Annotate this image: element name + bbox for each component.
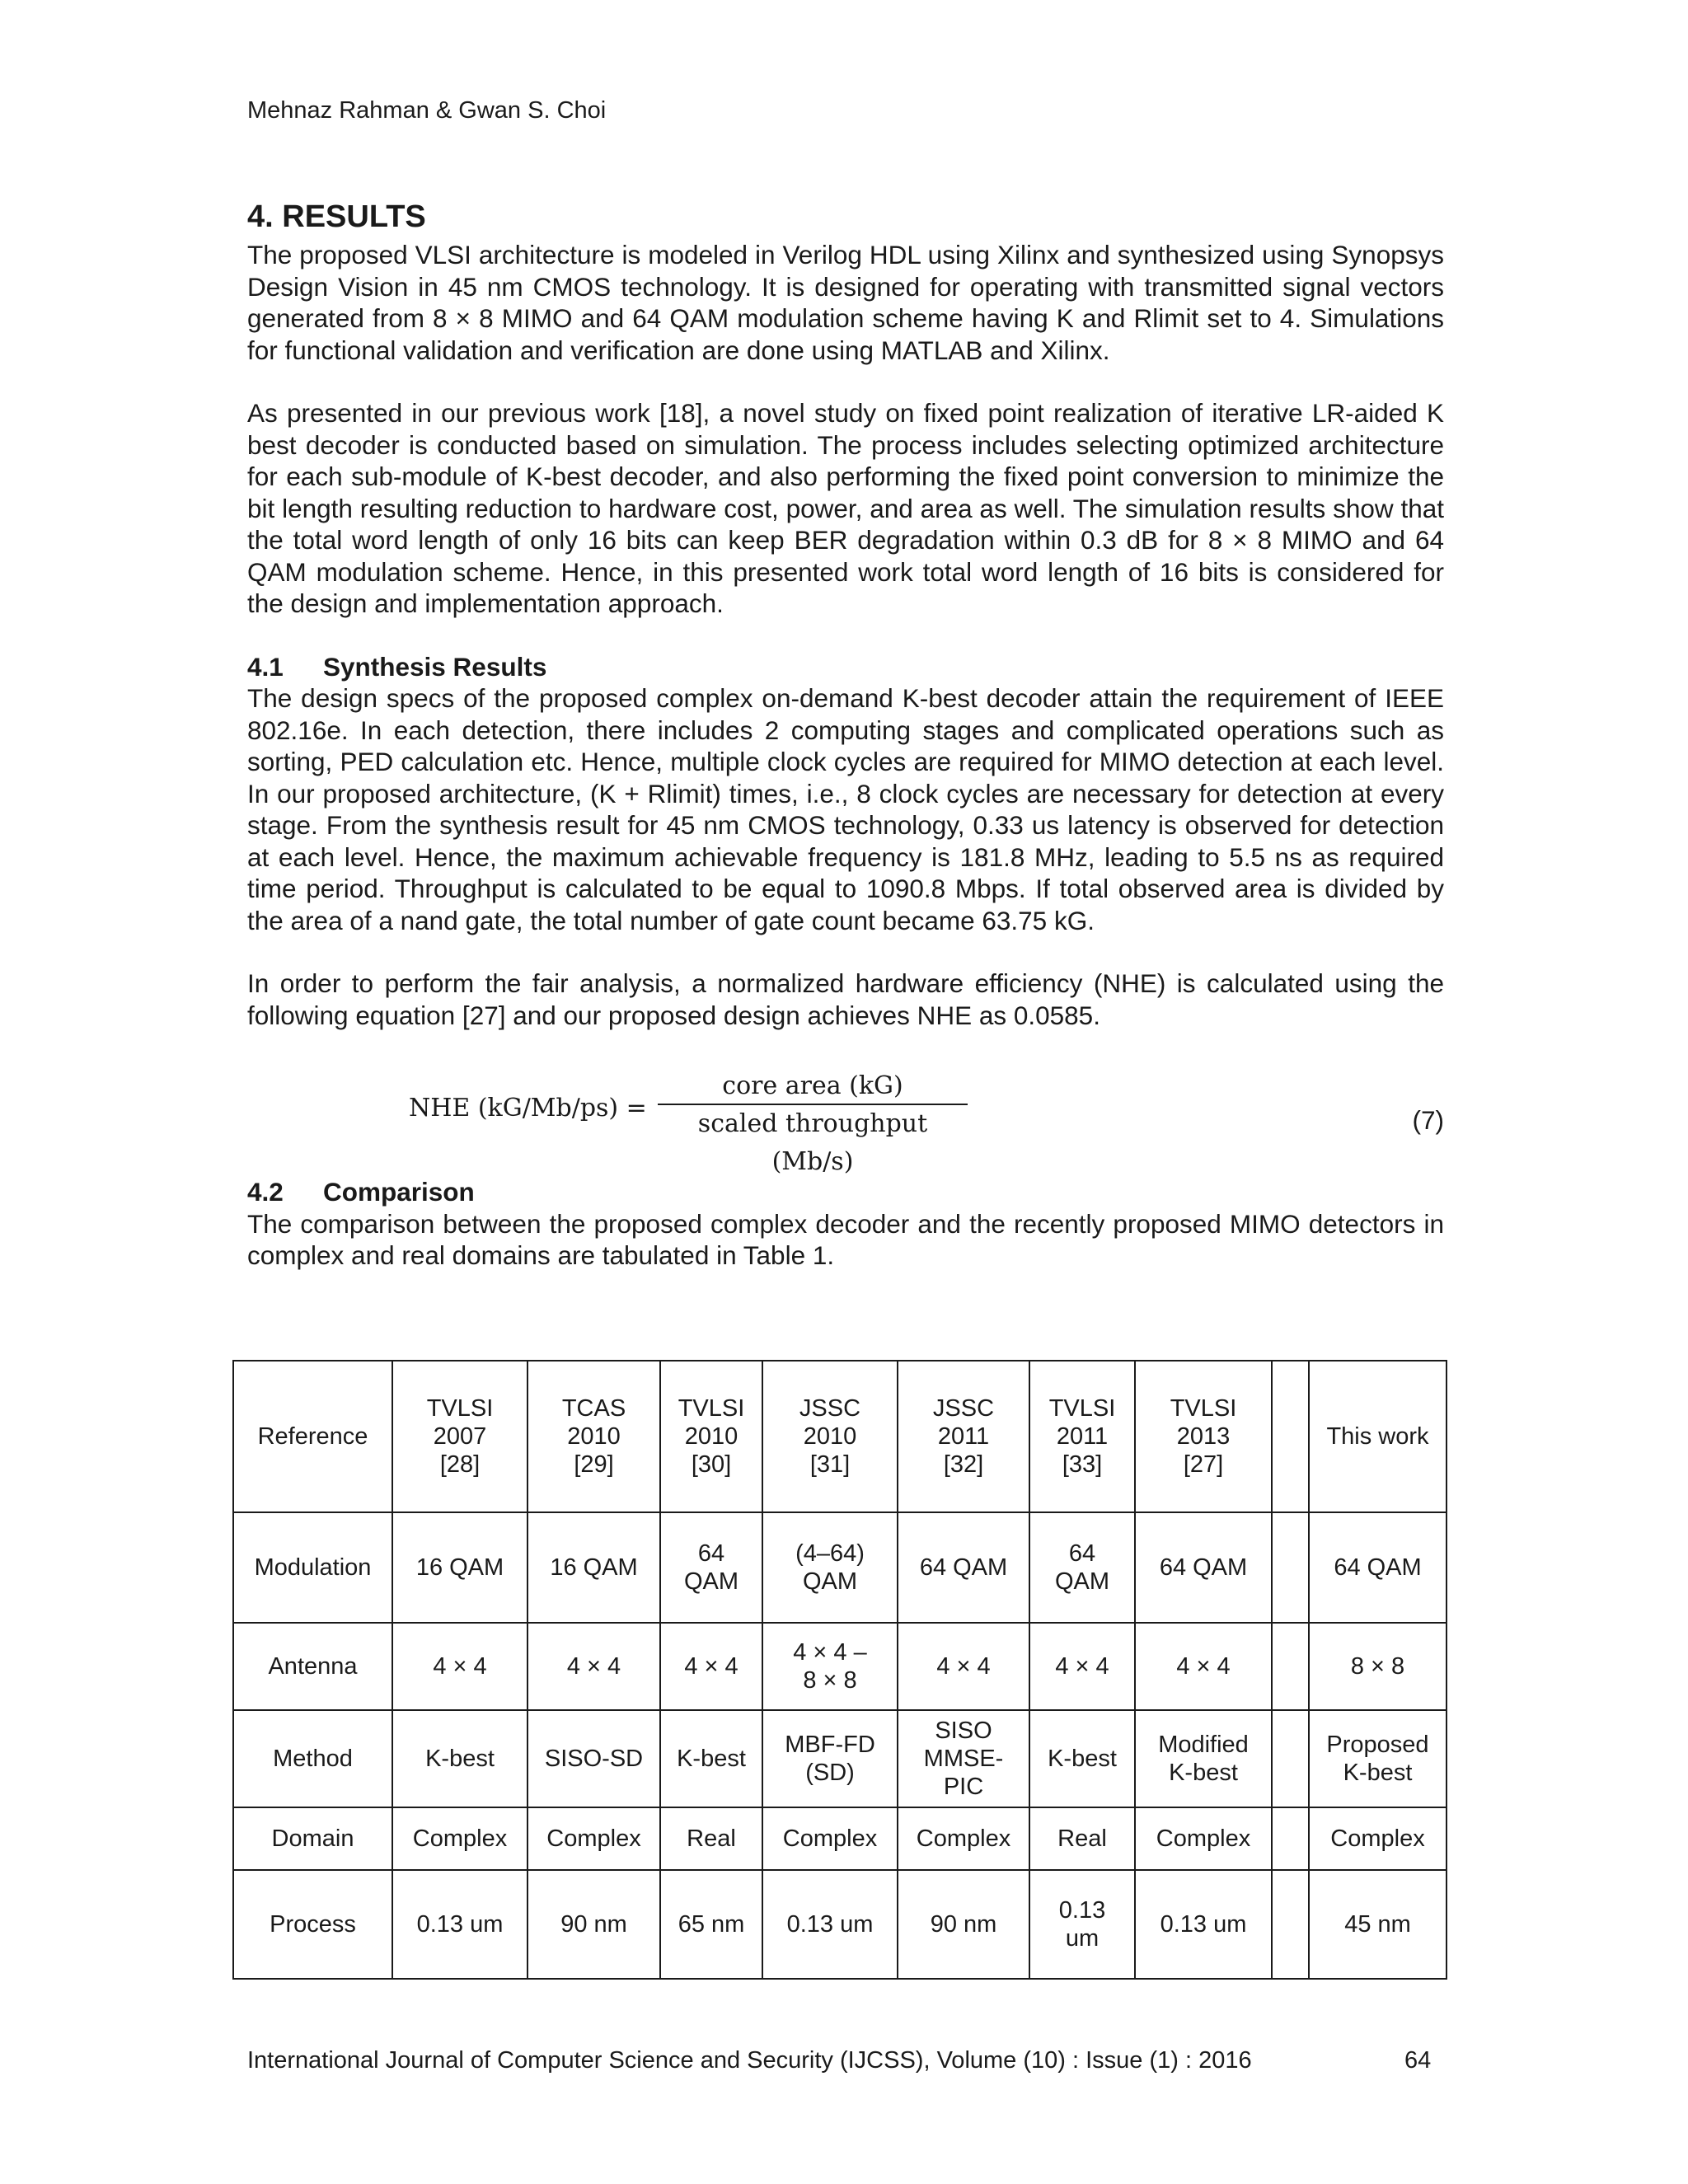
table-cell: 64 QAM: [898, 1512, 1029, 1623]
table-cell: 16 QAM: [528, 1512, 660, 1623]
table-cell: 4 × 4: [392, 1623, 528, 1710]
table-cell: 4 × 4 – 8 × 8: [762, 1623, 898, 1710]
subsection-heading-synthesis: [247, 651, 1444, 683]
table-cell: Real: [660, 1807, 762, 1870]
table-cell: K-best: [392, 1710, 528, 1807]
table-cell: 0.13 um: [762, 1870, 898, 1979]
table-cell: 65 nm: [660, 1870, 762, 1979]
table-cell: Complex: [1135, 1807, 1272, 1870]
table-cell: JSSC 2010 [31]: [762, 1361, 898, 1512]
table-cell: TVLSI 2010 [30]: [660, 1361, 762, 1512]
synthesis-paragraph-1: The design specs of the proposed complex on-demand K-best decoder attain the requirement of IEEE 802.16e. In each detection, there includes 2 computing stages and complicated operations such as sorting, PED calculation etc. Hence, multiple clock cycles are required for MIMO detection at each level. In our proposed architecture, (K + Rlimit) times, i.e., 8 clock cycles are necessary for detection at every stage. From the synthesis result for 45 nm CMOS technology, 0.33 us latency is observed for detection at each level. Hence, the maximum achievable frequency is 181.8 MHz, leading to 5.5 ns as required time period. Throughput is calculated to be equal to 1090.8 Mbps. If total observed area is divided by the area of a nand gate, the total number of gate count became 63.75 kG.: [247, 683, 1444, 935]
table-cell: K-best: [660, 1710, 762, 1807]
table-cell: (4–64) QAM: [762, 1512, 898, 1623]
table-cell: 0.13 um: [1029, 1870, 1135, 1979]
table-cell: 45 nm: [1309, 1870, 1447, 1979]
subsection-number: 4.2: [247, 1177, 284, 1207]
table-cell: TVLSI 2013 [27]: [1135, 1361, 1272, 1512]
equation-fraction: [658, 1069, 968, 1176]
equation-denominator: scaled throughput (Mb/s): [697, 1109, 928, 1176]
table-cell: Complex: [898, 1807, 1029, 1870]
table-cell: 90 nm: [528, 1870, 660, 1979]
table-cell: [1272, 1361, 1309, 1512]
subsection-title: Synthesis Results: [323, 651, 547, 682]
equation-7: [247, 1069, 1444, 1176]
table-cell: Modified K-best: [1135, 1710, 1272, 1807]
table-cell: [1272, 1710, 1309, 1807]
subsection-number: 4.1: [247, 651, 284, 682]
section-title: 4. RESULTS: [247, 199, 426, 234]
table-cell: K-best: [1029, 1710, 1135, 1807]
table-cell: 4 × 4: [660, 1623, 762, 1710]
table-row-domain: [233, 1807, 1447, 1870]
table-row-header: Process: [233, 1870, 392, 1979]
equation-number: (7): [1412, 1105, 1444, 1135]
table-cell: Real: [1029, 1807, 1135, 1870]
table-row-process: [233, 1870, 1447, 1979]
table-cell: [1272, 1623, 1309, 1710]
table-row-header: Reference: [233, 1361, 392, 1512]
table-cell: TVLSI 2011 [33]: [1029, 1361, 1135, 1512]
table-row-header: Antenna: [233, 1623, 392, 1710]
footer-journal: International Journal of Computer Science and Security (IJCSS), Volume (10) : Issue (1) : 2016: [247, 2047, 1252, 2074]
results-paragraph-2: As presented in our previous work [18], a novel study on fixed point realization of iterative LR-aided K best decoder is conducted based on simulation. The process includes selecting optimized architecture for each sub-module of K-best decoder, and also performing the fixed point conversion to minimize the bit length resulting reduction to hardware cost, power, and area as well. The simulation results show that the total word length of only 16 bits can keep BER degradation within 0.3 dB for 8 × 8 MIMO and 64 QAM modulation scheme. Hence, in this presented work total word length of 16 bits is considered for the design and implementation approach.: [247, 398, 1444, 618]
synthesis-paragraph-2: In order to perform the fair analysis, a normalized hardware efficiency (NHE) is calculated using the following equation [27] and our proposed design achieves NHE as 0.0585.: [247, 968, 1444, 1030]
table-cell: 0.13 um: [1135, 1870, 1272, 1979]
table-cell: Complex: [762, 1807, 898, 1870]
table-cell: 8 × 8: [1309, 1623, 1447, 1710]
table-cell: 16 QAM: [392, 1512, 528, 1623]
table-cell: Complex: [392, 1807, 528, 1870]
table-row-header: Modulation: [233, 1512, 392, 1623]
table-cell: JSSC 2011 [32]: [898, 1361, 1029, 1512]
table-cell: This work: [1309, 1361, 1447, 1512]
running-header-author: Mehnaz Rahman & Gwan S. Choi: [247, 97, 607, 124]
equation-lhs: NHE (kG/Mb/ps) =: [409, 1094, 647, 1122]
table-cell: TCAS 2010 [29]: [528, 1361, 660, 1512]
table-cell: MBF-FD (SD): [762, 1710, 898, 1807]
table-row-header: Method: [233, 1710, 392, 1807]
table-cell: [1272, 1870, 1309, 1979]
main-content: [247, 198, 1444, 1272]
table-row-method: [233, 1710, 1447, 1807]
table-cell: Complex: [1309, 1807, 1447, 1870]
table-cell: 64 QAM: [1309, 1512, 1447, 1623]
table-cell: 90 nm: [898, 1870, 1029, 1979]
table-cell: Complex: [528, 1807, 660, 1870]
table-cell: 0.13 um: [392, 1870, 528, 1979]
equation-numerator: core area (kG): [658, 1069, 968, 1105]
table-cell: 4 × 4: [528, 1623, 660, 1710]
table-cell: 4 × 4: [1135, 1623, 1272, 1710]
comparison-table: [232, 1360, 1447, 1980]
table-cell: TVLSI 2007 [28]: [392, 1361, 528, 1512]
table-cell: 64 QAM: [1135, 1512, 1272, 1623]
comparison-table-body: [233, 1361, 1447, 1979]
table-cell: 64 QAM: [660, 1512, 762, 1623]
table-cell: SISO MMSE- PIC: [898, 1710, 1029, 1807]
table-row-antenna: [233, 1623, 1447, 1710]
table-cell: Proposed K-best: [1309, 1710, 1447, 1807]
table-cell: 4 × 4: [898, 1623, 1029, 1710]
page-number: 64: [1404, 2047, 1432, 2074]
subsection-title: Comparison: [323, 1177, 475, 1207]
table-cell: [1272, 1512, 1309, 1623]
table-row-modulation: [233, 1512, 1447, 1623]
table-cell: SISO-SD: [528, 1710, 660, 1807]
table-cell: [1272, 1807, 1309, 1870]
results-paragraph-1: The proposed VLSI architecture is modeled in Verilog HDL using Xilinx and synthesized using Synopsys Design Vision in 45 nm CMOS technology. It is designed for operating with transmitted signal vectors generated from 8 × 8 MIMO and 64 QAM modulation scheme having K and Rlimit set to 4. Simulations for functional validation and verification are done using MATLAB and Xilinx.: [247, 240, 1444, 365]
table-cell: 64 QAM: [1029, 1512, 1135, 1623]
table-cell: 4 × 4: [1029, 1623, 1135, 1710]
table-row-header: Domain: [233, 1807, 392, 1870]
comparison-paragraph: The comparison between the proposed complex decoder and the recently proposed MIMO detectors in complex and real domains are tabulated in Table 1.: [247, 1208, 1444, 1270]
table-row-reference: [233, 1361, 1447, 1512]
